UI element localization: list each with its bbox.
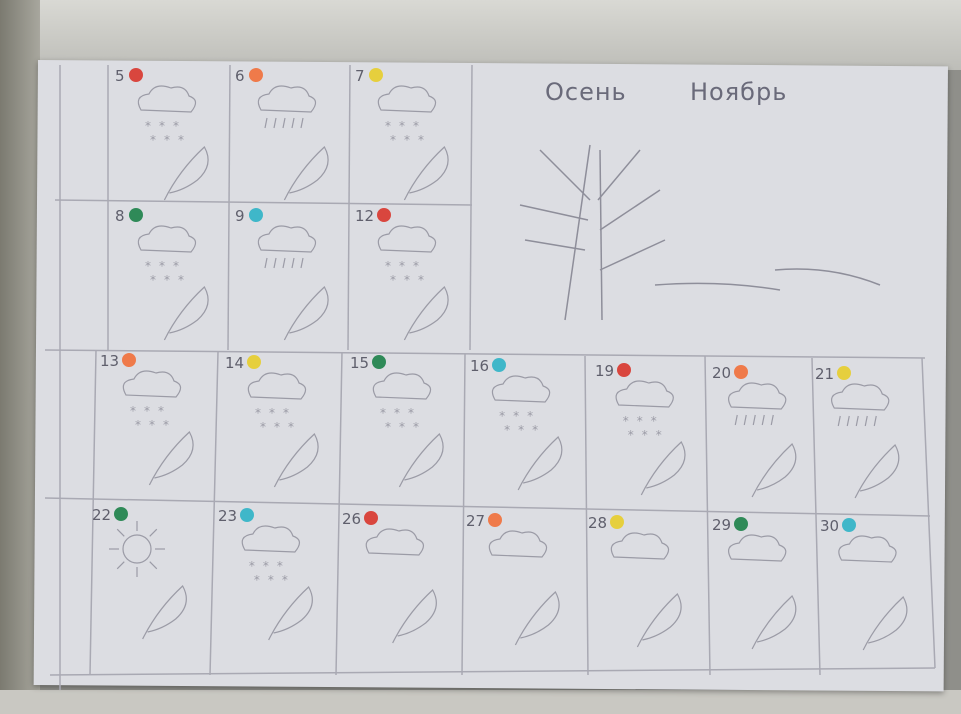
day-number: 7 [355, 67, 365, 85]
day-number: 12 [355, 207, 375, 225]
svg-text:*: * [413, 119, 419, 133]
day-number: 28 [588, 514, 608, 532]
svg-text:*: * [504, 423, 511, 437]
day-number: 8 [115, 207, 125, 225]
svg-text:*: * [164, 133, 170, 147]
svg-text:*: * [248, 559, 255, 573]
day-number: 14 [225, 354, 245, 372]
svg-text:*: * [627, 428, 634, 442]
svg-text:*: * [255, 406, 261, 420]
color-sticker [734, 365, 748, 379]
svg-text:*: * [499, 409, 506, 423]
svg-text:*: * [399, 119, 405, 133]
wall-background [0, 0, 961, 70]
color-sticker [492, 358, 506, 372]
color-sticker [372, 355, 386, 369]
svg-text:*: * [130, 404, 136, 418]
svg-text:*: * [173, 119, 179, 133]
svg-text:*: * [636, 414, 643, 428]
day-number: 26 [342, 510, 362, 528]
color-sticker [488, 513, 502, 527]
color-sticker [114, 507, 128, 521]
svg-text:*: * [144, 404, 150, 418]
svg-text:*: * [390, 273, 396, 287]
day-number: 15 [350, 354, 370, 372]
svg-text:*: * [413, 259, 419, 273]
svg-text:*: * [178, 273, 184, 287]
svg-text:*: * [650, 414, 657, 428]
svg-text:*: * [390, 133, 396, 147]
day-number: 29 [712, 516, 732, 534]
svg-text:*: * [518, 423, 525, 437]
day-number: 21 [815, 365, 835, 383]
svg-text:*: * [655, 428, 662, 442]
svg-text:*: * [145, 119, 151, 133]
svg-text:*: * [158, 404, 164, 418]
svg-text:*: * [269, 406, 275, 420]
calendar-paper [34, 60, 948, 691]
svg-text:*: * [281, 573, 288, 587]
season-title: Осень [545, 78, 627, 106]
color-sticker [837, 366, 851, 380]
color-sticker [122, 353, 136, 367]
svg-text:*: * [267, 573, 274, 587]
svg-text:*: * [262, 559, 269, 573]
svg-text:*: * [283, 406, 289, 420]
svg-text:*: * [260, 420, 266, 434]
day-number: 27 [466, 512, 486, 530]
day-number: 30 [820, 517, 840, 535]
day-number: 19 [595, 362, 615, 380]
day-number: 5 [115, 67, 125, 85]
day-number: 6 [235, 67, 245, 85]
color-sticker [610, 515, 624, 529]
svg-text:*: * [404, 133, 410, 147]
day-number: 20 [712, 364, 732, 382]
svg-text:*: * [150, 273, 156, 287]
svg-text:*: * [385, 119, 391, 133]
svg-text:*: * [385, 420, 391, 434]
svg-text:*: * [159, 259, 165, 273]
color-sticker [247, 355, 261, 369]
svg-text:*: * [622, 414, 629, 428]
svg-text:*: * [413, 420, 419, 434]
color-sticker [364, 511, 378, 525]
svg-text:*: * [145, 259, 151, 273]
table-edge [0, 690, 961, 714]
month-title: Ноябрь [690, 78, 788, 106]
svg-text:*: * [404, 273, 410, 287]
svg-text:*: * [380, 406, 386, 420]
svg-text:*: * [527, 409, 534, 423]
color-sticker [129, 68, 143, 82]
svg-text:*: * [399, 259, 405, 273]
color-sticker [734, 517, 748, 531]
svg-text:*: * [159, 119, 165, 133]
svg-text:*: * [399, 420, 405, 434]
svg-text:*: * [150, 133, 156, 147]
color-sticker [129, 208, 143, 222]
svg-text:*: * [276, 559, 283, 573]
svg-text:*: * [288, 420, 294, 434]
svg-text:*: * [173, 259, 179, 273]
svg-text:*: * [178, 133, 184, 147]
color-sticker [617, 363, 631, 377]
svg-text:*: * [418, 133, 424, 147]
svg-text:*: * [149, 418, 155, 432]
svg-text:*: * [418, 273, 424, 287]
svg-text:*: * [408, 406, 414, 420]
svg-text:*: * [253, 573, 260, 587]
svg-text:*: * [385, 259, 391, 273]
day-number: 23 [218, 507, 238, 525]
day-number: 13 [100, 352, 120, 370]
color-sticker [249, 208, 263, 222]
day-number: 22 [92, 506, 112, 524]
color-sticker [240, 508, 254, 522]
svg-text:*: * [394, 406, 400, 420]
svg-text:*: * [532, 423, 539, 437]
svg-text:*: * [641, 428, 648, 442]
svg-text:*: * [163, 418, 169, 432]
svg-text:*: * [135, 418, 141, 432]
day-number: 16 [470, 357, 490, 375]
color-sticker [842, 518, 856, 532]
svg-text:*: * [513, 409, 520, 423]
color-sticker [377, 208, 391, 222]
svg-text:*: * [164, 273, 170, 287]
color-sticker [369, 68, 383, 82]
day-number: 9 [235, 207, 245, 225]
color-sticker [249, 68, 263, 82]
svg-text:*: * [274, 420, 280, 434]
